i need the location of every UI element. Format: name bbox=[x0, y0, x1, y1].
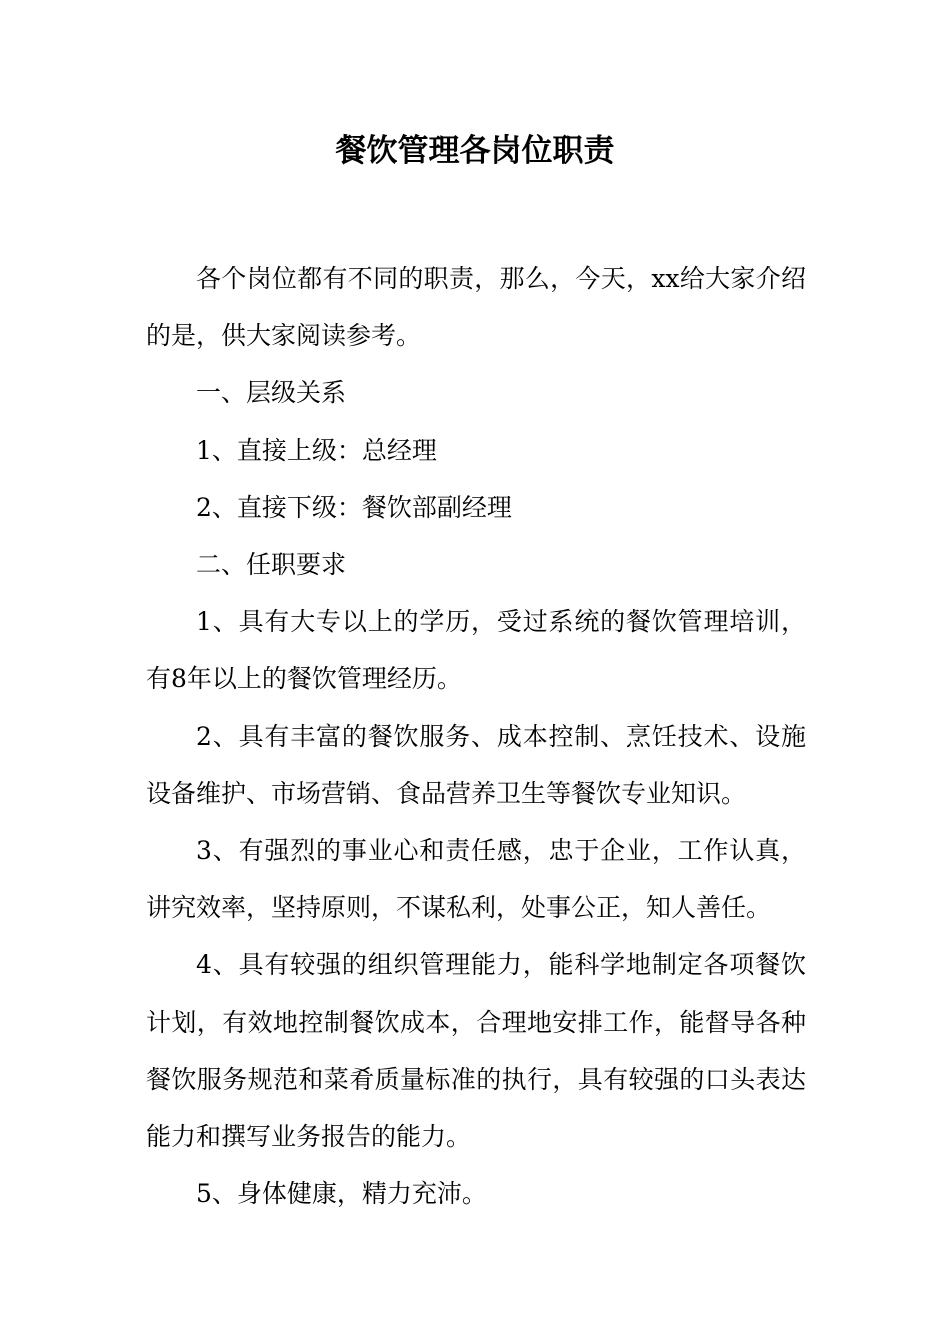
requirement-knowledge: 2、具有丰富的餐饮服务、成本控制、烹饪技术、设施设备维护、市场营销、食品营养卫生等餐饮专业知识。 bbox=[146, 721, 806, 808]
requirement-ability: 4、具有较强的组织管理能力，能科学地制定各项餐饮计划，有效地控制餐饮成本，合理地安排工作，能督导各种餐饮服务规范和菜肴质量标准的执行，具有较强的口头表达能力和撰写业务报告的能力。 bbox=[146, 950, 806, 1152]
requirement-attitude: 3、有强烈的事业心和责任感，忠于企业，工作认真，讲究效率，坚持原则，不谋私利，处事公正，知人善任。 bbox=[146, 836, 806, 923]
section-heading-requirements: 二、任职要求 bbox=[196, 550, 347, 580]
requirement-health: 5、身体健康，精力充沛。 bbox=[196, 1179, 487, 1209]
paragraph-direct-superior: 1、直接上级：总经理 bbox=[196, 435, 437, 465]
paragraph-direct-subordinate: 2、直接下级：餐饮部副经理 bbox=[196, 492, 512, 522]
requirement-education: 1、具有大专以上的学历，受过系统的餐饮管理培训，有8年以上的餐饮管理经历。 bbox=[146, 607, 806, 694]
document-body bbox=[146, 250, 806, 1222]
document-title: 餐饮管理各岗位职责 bbox=[335, 133, 615, 169]
paragraph-intro: 各个岗位都有不同的职责，那么，今天，xx给大家介绍的是，供大家阅读参考。 bbox=[146, 264, 806, 351]
section-heading-hierarchy: 一、层级关系 bbox=[196, 378, 347, 408]
